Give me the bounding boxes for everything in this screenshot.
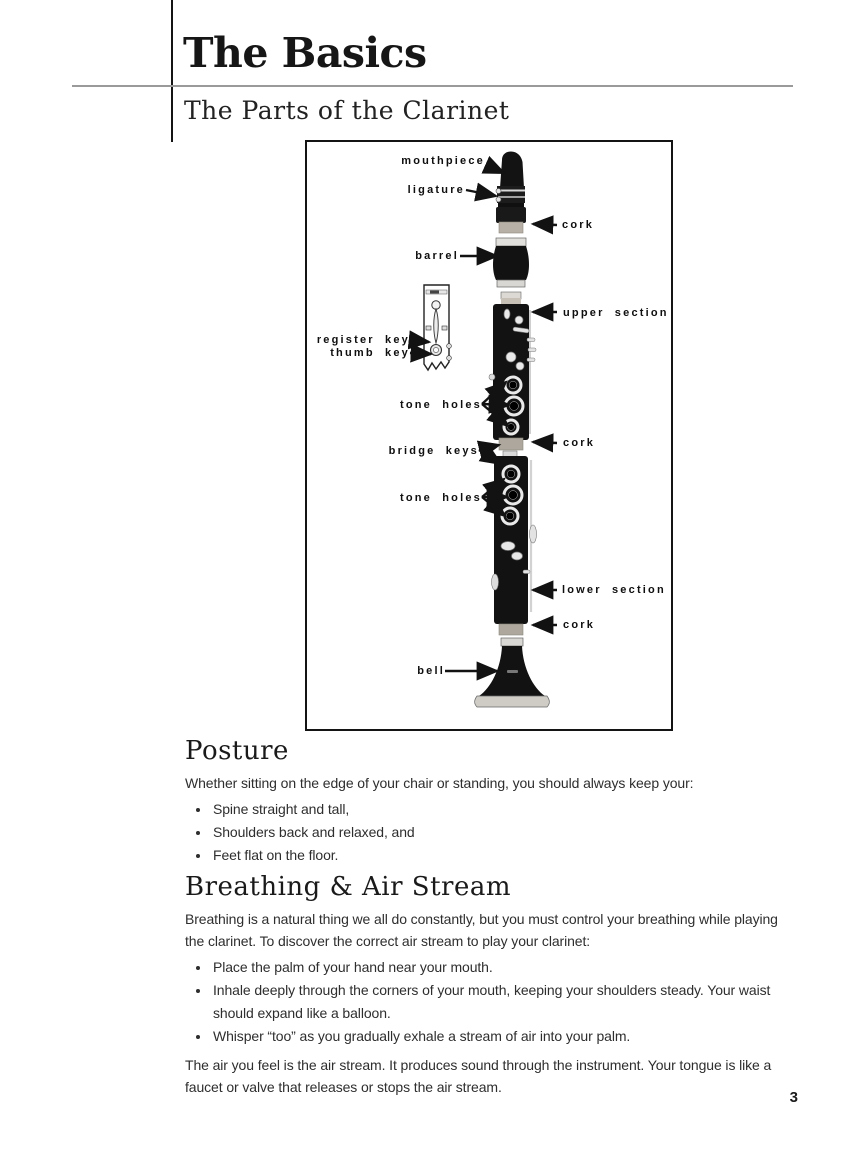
diagram-label-cork-middle: cork bbox=[563, 437, 596, 449]
breathing-intro: Breathing is a natural thing we all do constantly, but you must control your breathing while playing the clarinet. To discover the correct air stream to play your clarinet: bbox=[185, 911, 778, 949]
diagram-label-barrel: barrel bbox=[415, 250, 459, 262]
barrel-graphic bbox=[493, 238, 529, 287]
posture-bullet-list bbox=[185, 798, 805, 867]
section-breathing bbox=[185, 873, 805, 1098]
page-number: 3 bbox=[789, 1089, 798, 1106]
posture-heading: Posture bbox=[185, 736, 289, 766]
label-arrow-icons bbox=[407, 165, 557, 671]
diagram-label-tone-holes-2: tone holes bbox=[399, 492, 482, 504]
bullet-item: • Place the palm of your hand near your mouth. bbox=[211, 956, 805, 979]
lower-section-graphic bbox=[492, 451, 537, 635]
page-title: The Basics bbox=[183, 29, 427, 77]
breathing-bullet-list bbox=[185, 956, 805, 1048]
header-divider-rule bbox=[72, 85, 793, 87]
bullet-item: • Spine straight and tall, bbox=[211, 798, 805, 821]
diagram-label-lower-section: lower section bbox=[562, 584, 666, 596]
page-body bbox=[185, 737, 805, 1102]
diagram-label-register-key: register key bbox=[316, 334, 410, 346]
diagram-label-bridge-keys: bridge keys bbox=[388, 445, 479, 457]
breathing-heading: Breathing & Air Stream bbox=[185, 872, 512, 902]
diagram-label-thumb-key: thumb key bbox=[330, 347, 410, 359]
back-view-inset-graphic bbox=[424, 285, 451, 370]
clarinet-diagram bbox=[305, 140, 673, 731]
section-posture bbox=[185, 737, 805, 867]
diagram-label-cork-top: cork bbox=[562, 219, 595, 231]
diagram-label-tone-holes-1: tone holes bbox=[399, 399, 482, 411]
clarinet-illustration bbox=[307, 142, 671, 729]
diagram-label-upper-section: upper section bbox=[563, 307, 669, 319]
mouthpiece-graphic bbox=[496, 152, 526, 234]
diagram-label-cork-bottom: cork bbox=[563, 619, 596, 631]
bullet-item: • Whisper “too” as you gradually exhale a stream of air into your palm. bbox=[211, 1025, 805, 1048]
diagram-label-ligature: ligature bbox=[407, 184, 465, 196]
diagram-label-bell: bell bbox=[417, 665, 445, 677]
diagram-label-mouthpiece: mouthpiece bbox=[401, 155, 485, 167]
page-subtitle: The Parts of the Clarinet bbox=[184, 96, 510, 125]
bell-graphic bbox=[475, 638, 550, 707]
title-vertical-rule bbox=[171, 0, 173, 142]
bullet-item: • Feet flat on the floor. bbox=[211, 844, 805, 867]
posture-intro: Whether sitting on the edge of your chair or standing, you should always keep your: bbox=[185, 775, 694, 791]
upper-section-graphic bbox=[488, 292, 536, 450]
bullet-item: • Inhale deeply through the corners of your mouth, keeping your shoulders steady. Your waist should expand like a balloon. bbox=[211, 979, 805, 1025]
bullet-item: • Shoulders back and relaxed, and bbox=[211, 821, 805, 844]
breathing-outro: The air you feel is the air stream. It produces sound through the instrument. Your tongue is like a faucet or valve that releases or stops the air stream. bbox=[185, 1057, 772, 1095]
